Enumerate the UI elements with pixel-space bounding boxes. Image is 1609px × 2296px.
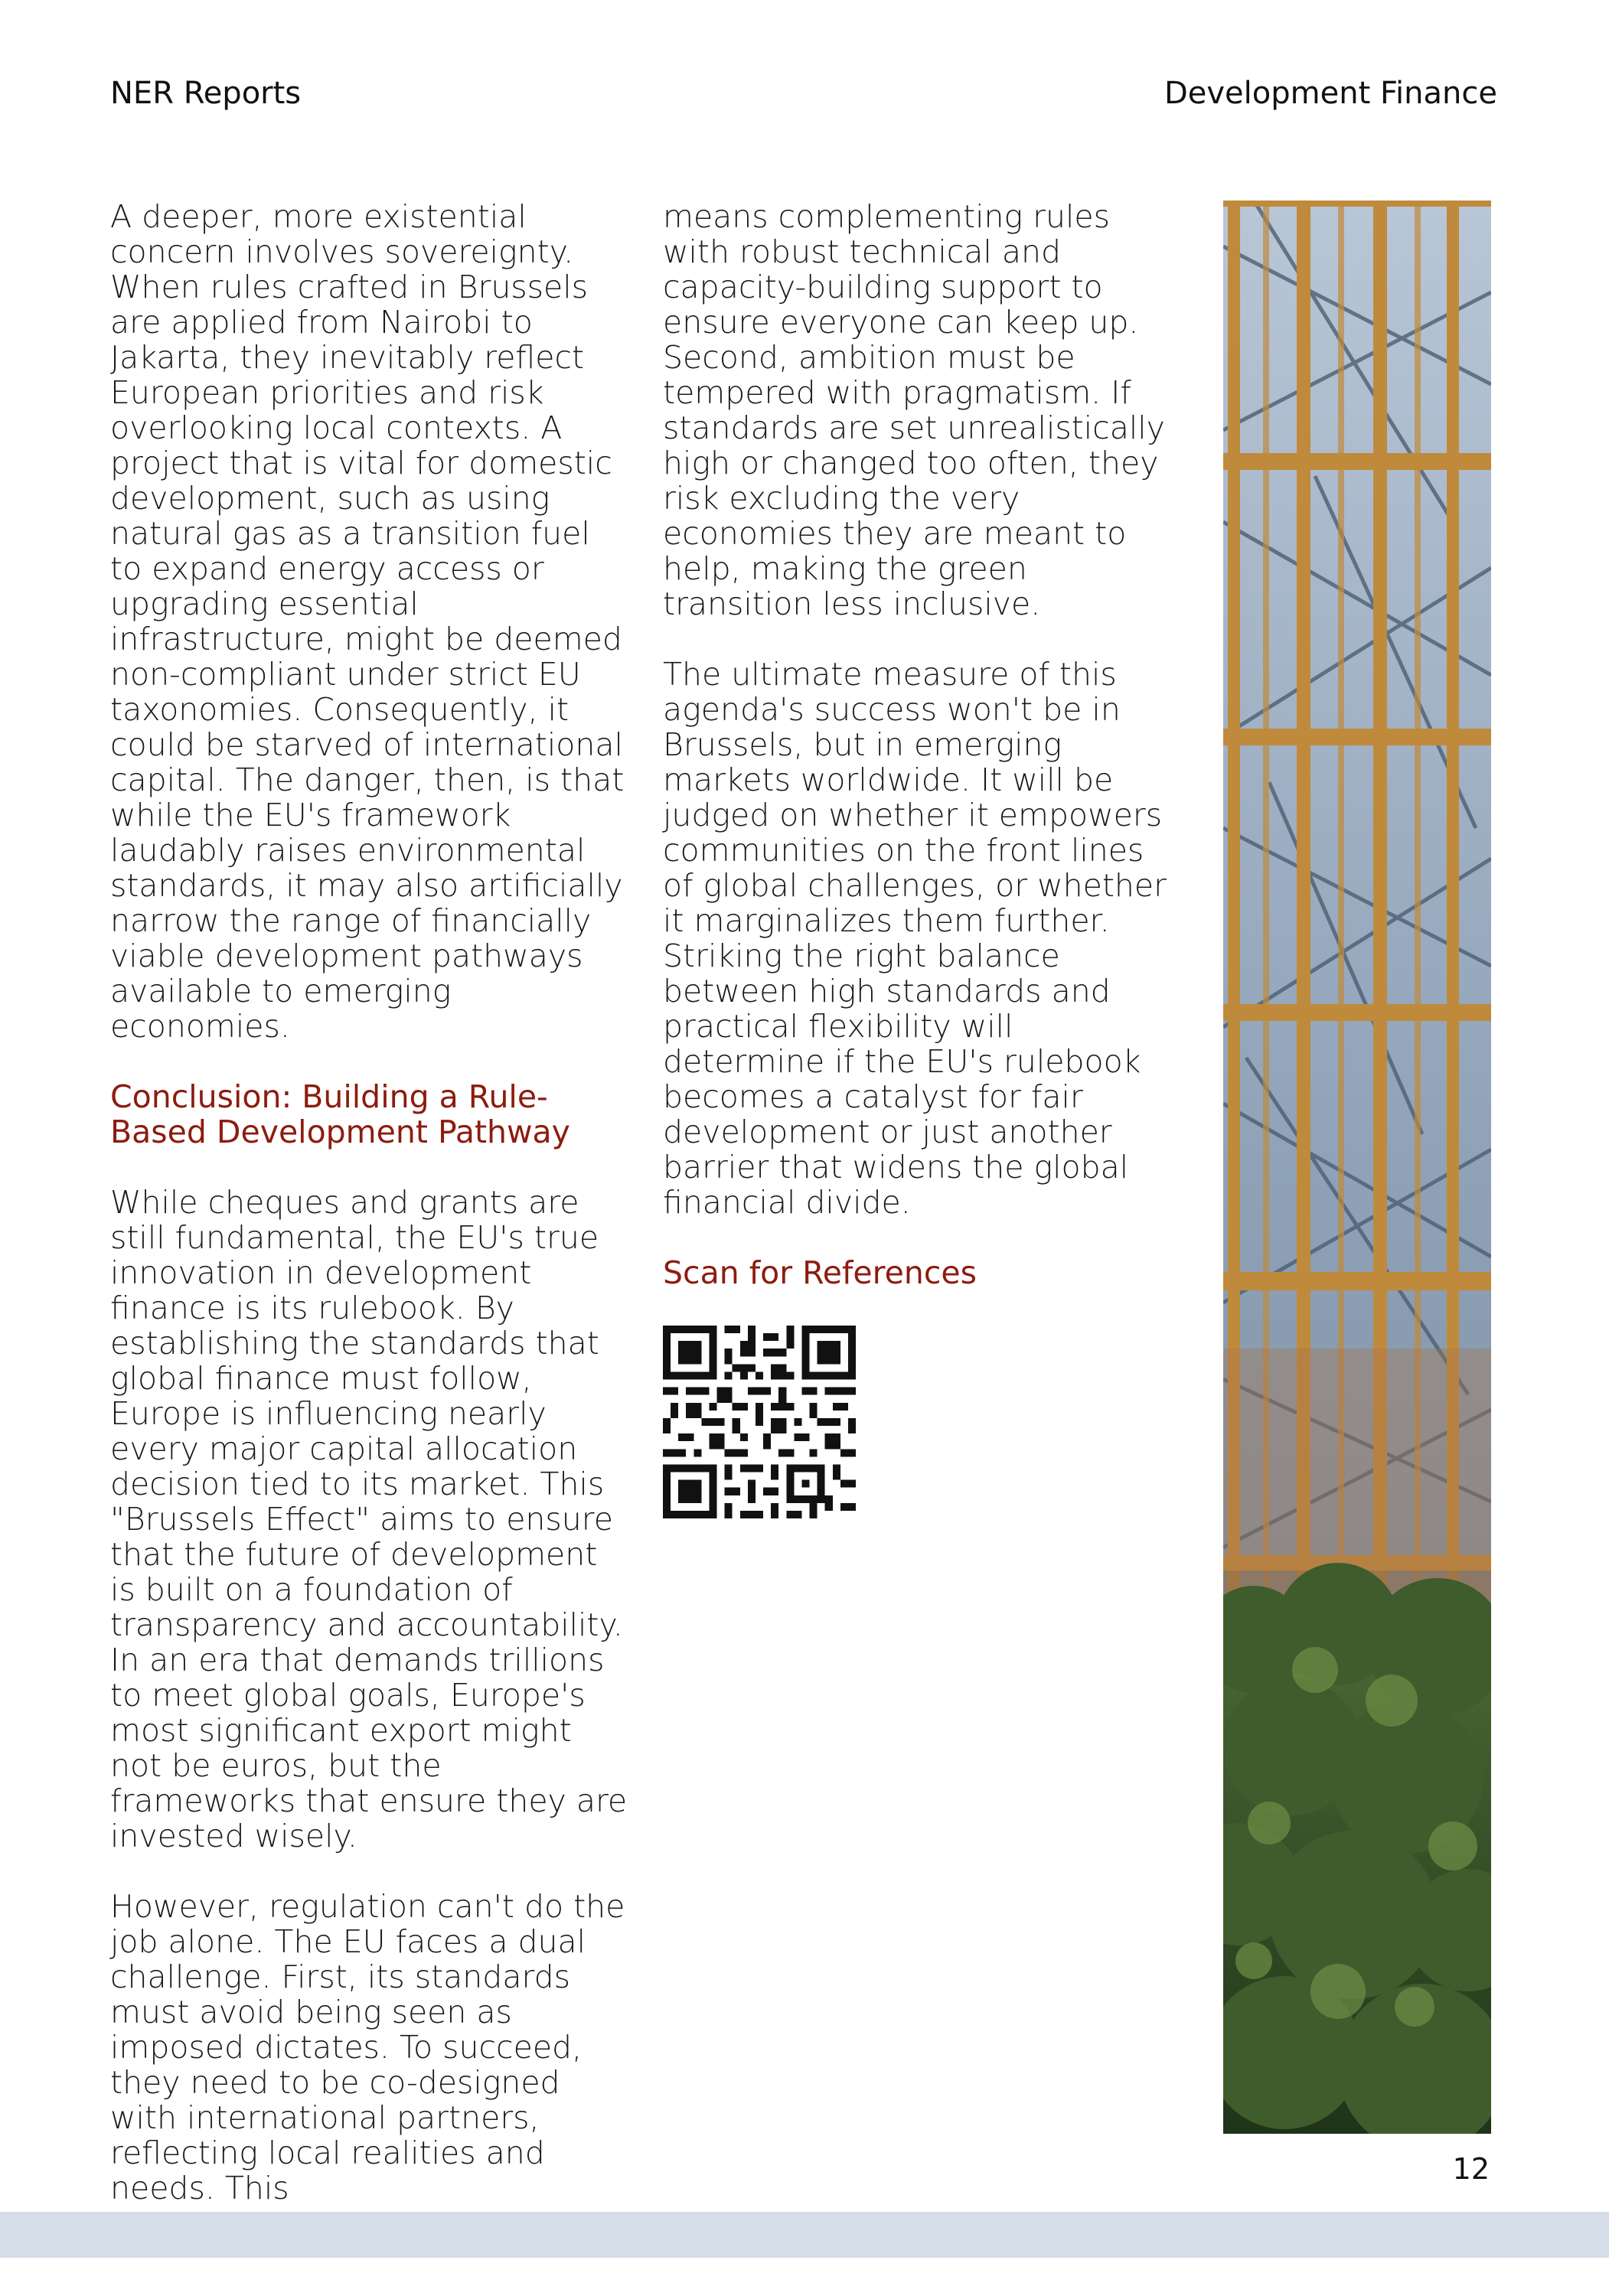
running-header-left: NER Reports (110, 76, 302, 111)
footer-band (0, 2212, 1609, 2258)
paragraph-capacity: means complementing rules with robust technical and capacity-building support to ensure everyone can keep up. Second, ambition must be tempered with pragmatism. If standards are set unrealistically high or changed too often, they risk excluding the very economies they are meant to help, making the green transition less inclusive. (663, 198, 1165, 622)
page-number: 12 (1452, 2152, 1490, 2186)
paragraph-ultimate-measure: The ultimate measure of this agenda's success won't be in Brussels, but in emerging markets worldwide. It will be judged on whether it empowers communities on the front lines of global challenges, or whether it marginalizes them further. Striking the right balance between high standards and practical flexibility will determine if the EU's rulebook becomes a catalyst for fair development or just another barrier that widens the global financial divide. (663, 656, 1167, 1221)
section-heading-conclusion: Conclusion: Building a Rule-Based Development Pathway (110, 1078, 570, 1150)
running-header-right: Development Finance (1164, 76, 1497, 111)
middle-text-column (663, 199, 1183, 1518)
references-qr-block (663, 1255, 1183, 1518)
paragraph-sovereignty: A deeper, more existential concern involves sovereignty. When rules crafted in Brussels are applied from Nairobi to Jakarta, they inevitably reflect European priorities and risk overlooking local contexts. A project that is vital for domestic development, such as using natural gas as a transition fuel to expand energy access or upgrading essential infrastructure, might be deemed non-compliant under strict EU taxonomies. Consequently, it could be starved of international capital. The danger, then, is that while the EU's framework laudably raises environmental standards, it may also artificially narrow the range of financially viable development pathways available to emerging economies. (110, 198, 625, 1045)
left-text-column (110, 199, 631, 2241)
building-atrium-illustration (1223, 201, 1491, 2134)
paragraph-rulebook: While cheques and grants are still fundamental, the EU's true innovation in development finance is its rulebook. By establishing the standards that global finance must follow, Europe is influencing nearly every major capital allocation decision tied to its market. This "Brussels Effect" aims to ensure that the future of development is built on a foundation of transparency and accountability. In an era that demands trillions to meet global goals, Europe's most significant export might not be euros, but the frameworks that ensure they are invested wisely. (110, 1184, 628, 1854)
paragraph-regulation: However, regulation can't do the job alone. The EU faces a dual challenge. First, its standards must avoid being seen as imposed dictates. To succeed, they need to be co-designed with international partners, reflecting local realities and needs. This (110, 1888, 625, 2206)
references-qr-code[interactable] (663, 1326, 856, 1518)
qr-heading: Scan for References (663, 1254, 977, 1291)
building-atrium-photo (1223, 201, 1491, 2134)
